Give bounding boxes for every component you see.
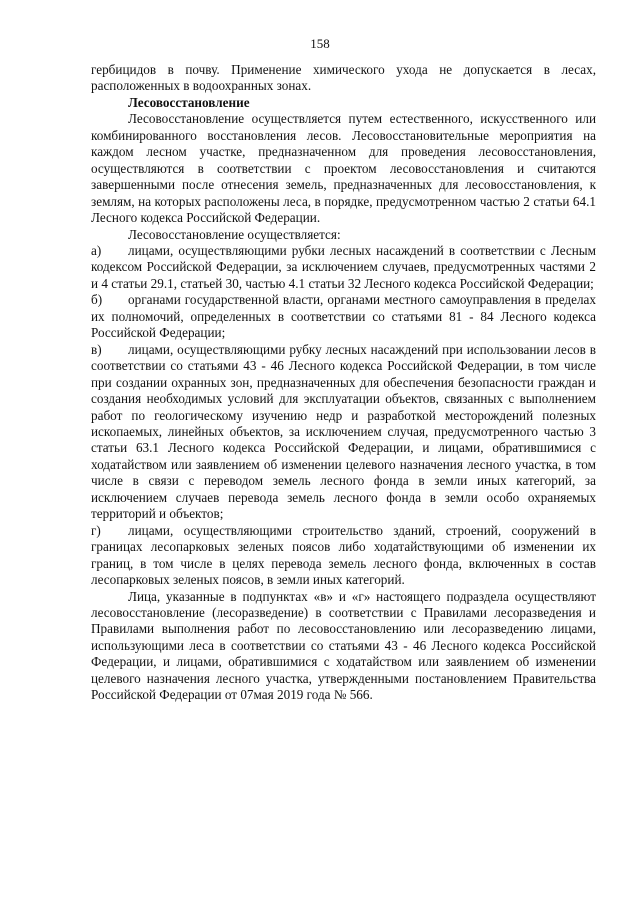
list-marker-g: г) (91, 522, 101, 538)
list-item-v (91, 342, 596, 523)
document-body (91, 62, 596, 704)
list-marker-a: а) (91, 242, 102, 258)
page-number: 158 (310, 36, 330, 51)
paragraph-persons-subclauses: Лица, указанные в подпунктах «в» и «г» настоящего подраздела осуществляют лесовосстановление (лесоразведение) в соответствии с Правилами лесоразведения и Правилами выполнения работ по лесовосстановлению или лесоразведению лицами, использующими леса в соответствии со статьями 43 - 46 Лесного кодекса Российской Федерации, и лицами, обратившимися с ходатайством или заявлением об изменении целевого назначения лесного участка, утвержденными постановлением Правительства Российской Федерации от 07мая 2019 года № 566. (91, 588, 596, 703)
paragraph-reforestation-methods: Лесовосстановление осуществляется путем естественного, искусственного или комбинированного восстановления лесов. Лесовосстановительные мероприятия на каждом лесном участке, предназначенном для проведения лесовосстановления, осуществляются в соответствии с проектом лесовосстановления и считаются завершенными после отнесения земель, предназначенных для лесовосстановления, к землям, на которых расположены леса, в порядке, предусмотренном частью 2 статьи 64.1 Лесного кодекса Российской Федерации. (91, 111, 596, 226)
intro-paragraph: гербицидов в почву. Применение химического ухода не допускается в лесах, расположенных в водоохранных зонах. (91, 62, 596, 94)
list-marker-b: б) (91, 292, 103, 308)
list-text-a: лицами, осуществляющими рубки лесных насаждений в соответствии с Лесным кодексом Российской Федерации, за исключением случаев, предусмотренных частями 2 и 4 статьи 29.1, статьей 30, частью 4.1 статьи 32 Лесного кодекса Российской Федерации; (91, 242, 596, 291)
list-text-g: лицами, осуществляющими строительство зданий, строений, сооружений в границах лесопарковых зеленых поясов либо ходатайствующими об изменении их границ, в том числе в целях перевода земель лесного фонда, включенных в состав лесопарковых зеленых поясов, в земли иных категорий. (91, 522, 596, 588)
paragraph-reforestation-performed-by: Лесовосстановление осуществляется: (128, 226, 341, 242)
list-item-a (91, 243, 596, 292)
list-text-v: лицами, осуществляющими рубку лесных насаждений при использовании лесов в соответствии со статьями 43 - 46 Лесного кодекса Российской Федерации, в том числе при создании охранных зон, предназначенных для обеспечения безопасности граждан и создания необходимых условий для эксплуатации объектов, связанных с выполнением работ по геологическому изучению недр и разработкой месторождений полезных ископаемых, линейных объектов, за исключением случая, предусмотренного частью 3 статьи 63.1 Лесного кодекса Российской Федерации, и лицами, обратившимися с ходатайством или заявлением об изменении целевого назначения лесного участка, в том числе в связи с переводом земель лесного фонда в земли иных категорий, за исключением случаев перевода земель лесного фонда в земли особо охраняемых территорий и объектов; (91, 341, 596, 522)
list-text-b: органами государственной власти, органами местного самоуправления в пределах их полномочий, определенных в соответствии со статьями 81 - 84 Лесного кодекса Российской Федерации; (91, 292, 596, 341)
list-item-b (91, 292, 596, 341)
list-marker-v: в) (91, 341, 102, 357)
section-heading: Лесовосстановление (128, 94, 250, 110)
list-item-g (91, 523, 596, 589)
